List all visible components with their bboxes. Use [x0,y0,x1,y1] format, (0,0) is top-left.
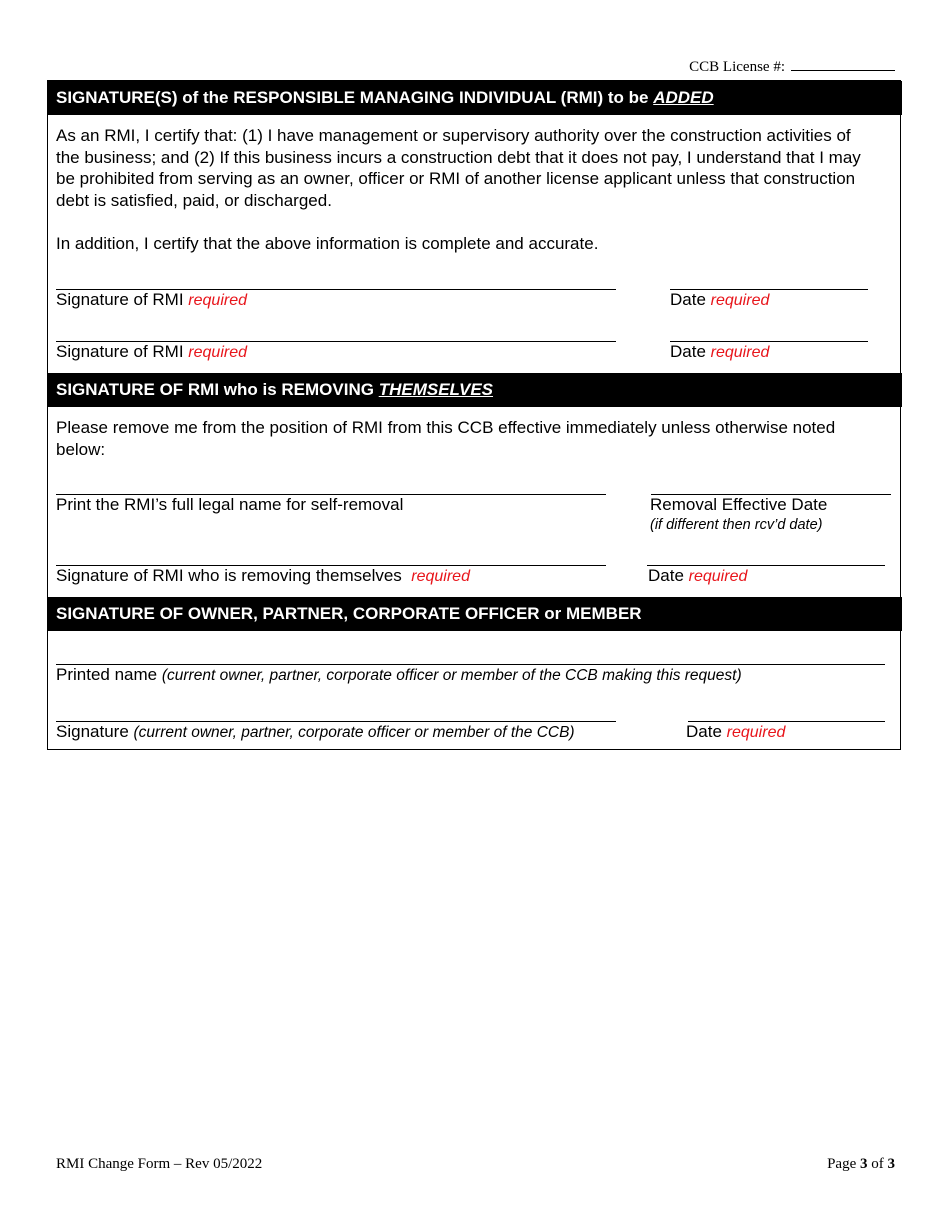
removing-rmi-date-label [648,566,747,586]
removal-request-text: Please remove me from the position of RMI from this CCB effective immediately unless otherwise noted below: [56,418,836,459]
rmi-date-label-1-text: Date [670,290,706,309]
removal-date-note: (if different then rcv’d date) [650,517,823,533]
required-marker: required [726,724,786,741]
required-marker: required [411,568,470,585]
owner-date-label-text: Date [686,722,722,741]
owner-signature-note: (current owner, partner, corporate officer or member of the CCB) [133,724,575,741]
rmi-signature-label-1-text: Signature of RMI [56,290,184,309]
section-header-rmi-added [48,81,902,115]
page-number [827,1156,895,1173]
rmi-signature-label-1 [56,290,247,310]
section-header-rmi-added-text: SIGNATURE(S) of the RESPONSIBLE MANAGING INDIVIDUAL (RMI) to be [56,88,654,107]
owner-printed-name-note: (current owner, partner, corporate officer or member of the CCB making this request) [161,667,742,684]
removal-date-label: Removal Effective Date [650,495,828,514]
owner-signature-label-text: Signature [56,722,129,741]
rmi-certification-text: As an RMI, I certify that: (1) I have management or supervisory authority over the construction activities of the business; and (2) If this business incurs a construction debt that it does not pay, I understand that I may be prohibited from serving as an owner, officer or RMI of another license applicant unless that construction debt is satisfied, paid, or discharged. [56,126,861,210]
required-marker: required [688,568,748,585]
removing-rmi-signature-label-text: Signature of RMI who is removing themselves [56,566,402,585]
rmi-signature-label-2 [56,342,247,362]
page-total: 3 [887,1156,895,1172]
removing-rmi-date-label-text: Date [648,566,684,585]
section-header-rmi-added-emphasis: ADDED [653,88,714,107]
rmi-accuracy-text: In addition, I certify that the above information is complete and accurate. [56,234,599,253]
required-marker: required [710,344,770,361]
removing-rmi-signature-label [56,566,470,586]
page-prefix: Page [827,1156,860,1172]
rmi-signature-label-2-text: Signature of RMI [56,342,184,361]
rmi-date-label-1 [670,290,769,310]
page-of: of [867,1156,888,1172]
form-revision: RMI Change Form – Rev 05/2022 [56,1156,263,1172]
ccb-license-input-line[interactable] [791,56,895,71]
owner-printed-name-label-text: Printed name [56,665,158,684]
rmi-print-name-label: Print the RMI’s full legal name for self-removal [56,495,404,514]
section-header-rmi-removing-text: SIGNATURE OF RMI who is REMOVING [56,380,379,399]
rmi-date-label-2-text: Date [670,342,706,361]
section-header-rmi-removing [48,373,902,407]
required-marker: required [710,292,770,309]
ccb-license-label: CCB License #: [689,59,785,75]
section-header-rmi-removing-emphasis: THEMSELVES [378,380,494,399]
required-marker: required [188,344,247,361]
required-marker: required [188,292,247,309]
section-header-owner: SIGNATURE OF OWNER, PARTNER, CORPORATE OFFICER or MEMBER [48,597,902,631]
ccb-license-field [689,56,895,76]
owner-date-label [686,722,785,742]
signature-form [47,80,901,750]
page-current: 3 [860,1156,868,1172]
owner-signature-label [56,722,575,742]
rmi-date-label-2 [670,342,769,362]
owner-printed-name-label [56,665,742,685]
